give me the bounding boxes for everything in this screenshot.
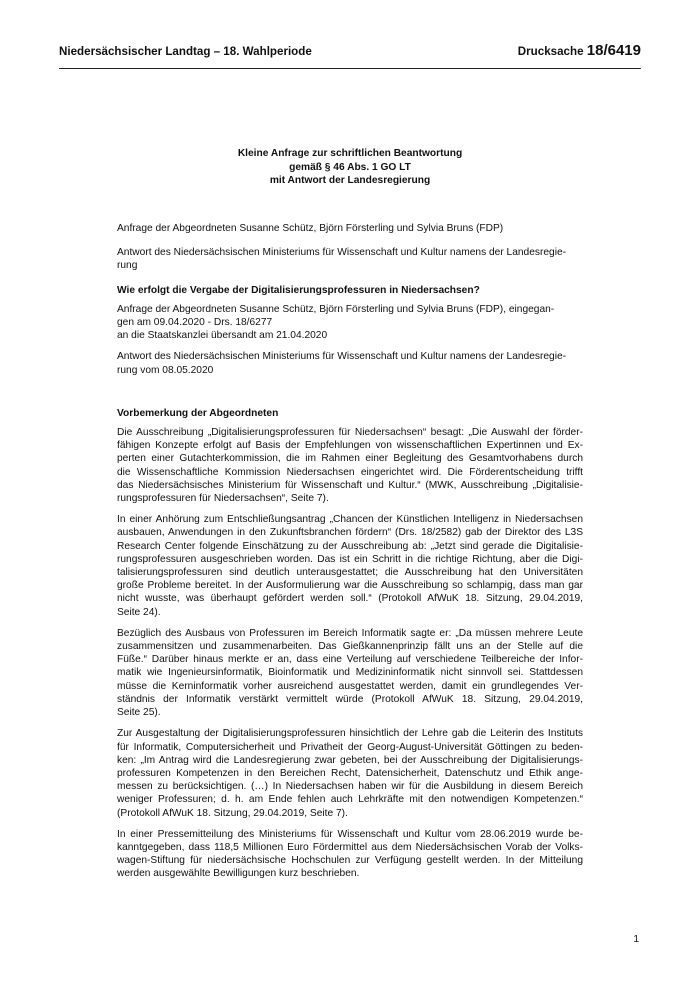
title-line-3: mit Antwort der Landesregierung [269, 175, 431, 187]
paragraph-line: perten einer Gutachterkommission, die im Rahmen einer Begleitung des Gesamtvorhabens durch [117, 453, 583, 465]
intro-antwort-line-2: rung [117, 260, 138, 272]
doc-number: 18/6419 [586, 42, 641, 59]
question-anfrage-line-2: gen am 09.04.2020 - Drs. 18/6277 [117, 317, 273, 329]
question-anfrage-line-3: an die Staatskanzlei übersandt am 21.04.2020 [117, 330, 328, 342]
paragraph-line: ausbauen, Anwendungen in den Zukunftsbranchen fördern“ (Drs. 18/2582) gab der Direktor des L3S [117, 527, 583, 539]
paragraph-line: rungsprofessuren für Niedersachsen“, Seite 7). [117, 493, 329, 505]
preamble-paragraph [117, 727, 583, 819]
header-doc-number [518, 42, 641, 59]
document-body [117, 222, 583, 881]
paragraph-line: ständnis der Informatik verstärkt vermittelt würde (Protokoll AfWuK 18. Sitzung, 29.04.2019, [117, 693, 583, 705]
intro-antwort-line-1: Antwort des Niedersächsischen Ministeriums für Wissenschaft und Kultur namens der Landesregie- [117, 247, 567, 259]
paragraph-line: weniger Professuren; d. h. am Ende fehlen auch Lehrkräfte mit den notwendigen Kompetenzen.“ [117, 794, 583, 806]
preamble-paragraph [117, 627, 583, 719]
preamble-heading: Vorbemerkung der Abgeordneten [117, 407, 279, 419]
paragraph-line: das Niedersächsisches Ministerium für Wissenschaft und Kultur.“ (MWK, Ausschreibung „Digitalisie- [117, 479, 583, 491]
paragraph-line: Bezüglich des Ausbaus von Professuren im Bereich Informatik sagte er: „Da müssen mehrere Leute [117, 627, 583, 639]
preamble-paragraphs [117, 426, 583, 881]
paragraph-line: Die Ausschreibung „Digitalisierungsprofessuren für Niedersachsen“ besagt: „Die Auswahl der förder- [117, 427, 583, 439]
paragraph-line: für Informatik, Computersicherheit und Privatheit der Georg-August-Universität Göttingen zu beden- [117, 741, 583, 753]
paragraph-line: müsse die Kerninformatik vorher ausreichend ausgestattet werden, damit ein grundlegendes Ver- [117, 680, 583, 692]
paragraph-line: die Wissenschaftliche Kommission Niedersachsen eingerichtet wird. Die Förderentscheidung trifft [117, 466, 583, 478]
paragraph-line: matik wie Ingenieursinformatik, Bioinformatik und Medizininformatik nicht sinnvoll sei. Stattdessen [117, 667, 583, 679]
question-heading: Wie erfolgt die Vergabe der Digitalisierungsprofessuren in Niedersachsen? [117, 284, 480, 296]
title-line-2: gemäß § 46 Abs. 1 GO LT [289, 161, 411, 173]
paragraph-line: ken: „Im Antrag wird die Landesregierung zwar gebeten, bei der Ausschreibung der Digitalisierungs- [117, 754, 583, 766]
paragraph-line: professuren Kompetenzen in den Bereichen Recht, Datensicherheit, Datenschutz und Ethik ange- [117, 767, 583, 779]
paragraph-line: Zur Ausgestaltung der Digitalisierungsprofessuren hinsichtlich der Lehre gab die Leiterin des Instituts [117, 728, 583, 740]
question-antwort [117, 350, 583, 376]
paragraph-line: Research Center folgende Einschätzung zu der Ausschreibung ab: „Jetzt sind gerade die Digitalisie- [117, 540, 583, 552]
paragraph-line: In einer Pressemitteilung des Ministeriums für Wissenschaft und Kultur vom 28.06.2019 wurde be- [117, 828, 583, 840]
paragraph-line: talisierungsprofessuren sind deutlich unterausgestattet; die Ausschreibung hat den Universitäten [117, 567, 583, 579]
paragraph-line: fähigen Konzepte erfolgt auf Basis der Empfehlungen von wissenschaftlichen Expertinnen und Ex- [117, 440, 583, 452]
paragraph-line: Füße.“ Darüber hinaus merkte er an, dass eine Verteilung auf verschiedene Teilbereiche der Infor- [117, 654, 583, 666]
paragraph-line: In einer Anhörung zum Entschließungsantrag „Chancen der Künstlichen Intelligenz in Niedersachsen [117, 514, 583, 526]
question-antwort-line-1: Antwort des Niedersächsischen Ministeriums für Wissenschaft und Kultur namens der Landesregie- [117, 351, 567, 363]
title-line-1: Kleine Anfrage zur schriftlichen Beantwortung [237, 148, 463, 159]
question-anfrage-line-1: Anfrage der Abgeordneten Susanne Schütz, Björn Försterling und Sylvia Bruns (FDP), eingegan- [117, 303, 555, 315]
paragraph-line: zusammensitzen und zusammenarbeiten. Das Gießkannenprinzip fällt uns an der Stelle auf die [117, 641, 583, 653]
paragraph-line: nicht wusste, was überhaupt gefördert werden soll.“ (Protokoll AfWuK 18. Sitzung, 29.04.2019, [117, 593, 583, 605]
preamble-paragraph [117, 513, 583, 619]
doc-label: Drucksache [517, 45, 584, 58]
header-parliament: Niedersächsischer Landtag – 18. Wahlperiode [59, 45, 312, 58]
paragraph-line: (Protokoll AfWuK 18. Sitzung, 29.04.2019, Seite 7). [117, 807, 348, 819]
paragraph-line: rungsprofessuren ausgeschrieben worden. Das ist ein Schritt in die richtige Richtung, aber die Digi- [117, 553, 583, 565]
question-antwort-line-2: rung vom 08.05.2020 [117, 364, 214, 376]
preamble-paragraph [117, 828, 583, 881]
paragraph-line: kanntgegeben, dass 118,5 Millionen Euro Fördermittel aus dem Niedersächsischen Vorab der Volks- [117, 841, 583, 853]
preamble-paragraph [117, 426, 583, 505]
intro-anfrage: Anfrage der Abgeordneten Susanne Schütz, Björn Försterling und Sylvia Bruns (FDP) [117, 223, 504, 234]
intro-antwort [117, 246, 583, 272]
paragraph-line: große Probleme bereitet. In der Ausformulierung war die Ausschreibung so schlampig, dass man gar [117, 580, 583, 592]
paragraph-line: wagen-Stiftung für niedersächsische Hochschulen zur Verfügung gestellt werden. In der Mitteilung [117, 855, 583, 867]
page-header [59, 42, 641, 69]
page-number: 1 [633, 934, 639, 945]
document-title [0, 147, 700, 188]
paragraph-line: Seite 25). [117, 707, 161, 719]
paragraph-line: Seite 24). [117, 606, 161, 618]
question-anfrage [117, 303, 583, 343]
paragraph-line: messen zu berücksichtigen. (…) In Niedersachsen haben wir für die Ausbildung in diesem Bereich [117, 781, 583, 793]
paragraph-line: werden ausgewählte Bewilligungen kurz beschrieben. [117, 868, 360, 880]
